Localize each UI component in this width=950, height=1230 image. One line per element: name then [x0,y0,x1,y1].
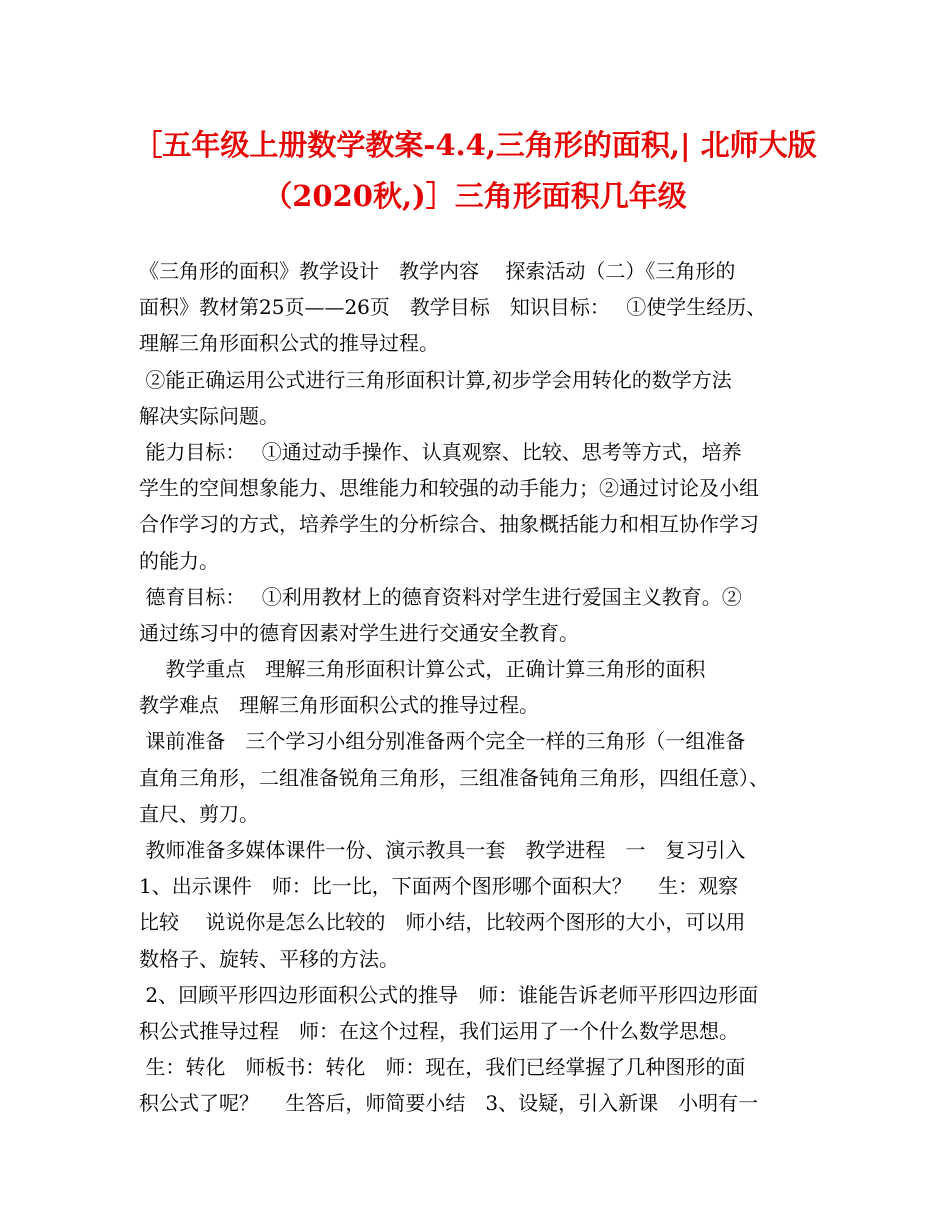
body-line: 教学难点 理解三角形面积公式的推导过程。 [139,693,539,718]
body-line: 数格子、旋转、平移的方法。 [139,946,399,971]
body-line: 1、出示课件 师：比一比，下面两个图形哪个面积大？ 生：观察 [139,874,739,899]
body-line: 解决实际问题。 [139,403,279,428]
body-line: 学生的空间想象能力、思维能力和较强的动手能力；②通过讨论及小组 [139,476,759,501]
body-line: ②能正确运用公式进行三角形面积计算,初步学会用转化的数学方法 [139,367,732,392]
body-line: 生：转化 师板书：转化 师：现在，我们已经掌握了几种图形的面 [139,1055,746,1080]
body-line: 积公式了呢？ 生答后，师简要小结 3、设疑，引入新课 小明有一 [139,1091,759,1116]
document-title [100,120,850,222]
body-line: 通过练习中的德育因素对学生进行交通安全教育。 [139,620,579,645]
body-line: 合作学习的方式，培养学生的分析综合、抽象概括能力和相互协作学习 [139,512,759,537]
document-body [139,253,815,1122]
body-line: 2、回顾平形四边形面积公式的推导 师：谁能告诉老师平形四边形面 [139,982,759,1007]
body-line: 教师准备多媒体课件一份、演示教具一套 教学进程 一 复习引入 [139,838,746,862]
body-line: 能力目标： ①通过动手操作、认真观察、比较、思考等方式，培养 [139,439,742,464]
body-line: 教学重点 理解三角形面积计算公式，正确计算三角形的面积 [139,657,706,682]
body-line: 面积》教材第25页——26页 教学目标 知识目标： ①使学生经历、 [139,295,767,320]
body-line: 德育目标： ①利用教材上的德育资料对学生进行爱国主义教育。② [139,584,742,609]
body-line: 课前准备 三个学习小组分别准备两个完全一样的三角形（一组准备 [139,729,746,754]
body-line: 的能力。 [139,548,219,573]
body-line: 比较 说说你是怎么比较的 师小结，比较两个图形的大小，可以用 [139,910,746,935]
body-line: 直尺、剪刀。 [139,801,259,826]
body-line: 理解三角形面积公式的推导过程。 [139,331,439,356]
body-line: 积公式推导过程 师：在这个过程，我们运用了一个什么数学思想。 [139,1018,739,1043]
title-line-2: （2020秋,)］三角形面积几年级 [263,179,687,213]
body-line: 直角三角形，二组准备锐角三角形，三组准备钝角三角形，四组任意）、 [139,765,769,790]
body-line: 《三角形的面积》教学设计 教学内容 探索活动（二）《三角形的 [139,259,736,283]
title-line-1: ［五年级上册数学教案-4.4,三角形的面积,| 北师大版 [133,128,817,162]
